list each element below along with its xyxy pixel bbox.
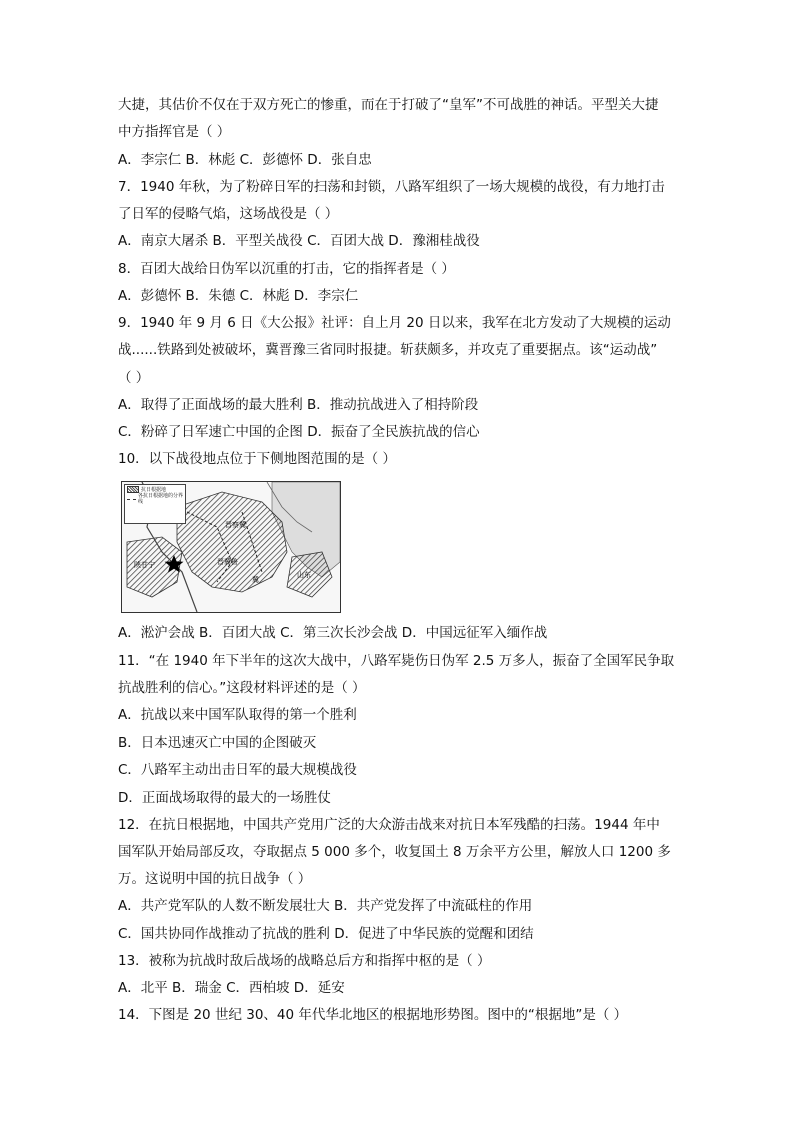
line-28: 14．下图是 20 世纪 30、40 年代华北地区的根据地形势图。图中的“根据地”是（ ） bbox=[118, 1007, 628, 1023]
line-19: C．八路军主动出击日军的最大规模战役 bbox=[118, 762, 357, 778]
line-8: 9．1940 年 9 月 6 日《大公报》社评：自上月 20 日以来，我军在北方发动了大规模的运动 bbox=[118, 315, 671, 331]
line-1: 中方指挥官是（ ） bbox=[118, 124, 231, 140]
line-0: 大捷，其估价不仅在于双方死亡的惨重，而在于打破了“皇军”不可战胜的神话。平型关大捷 bbox=[118, 97, 659, 113]
map-label-jinjilu: 晋冀鲁 bbox=[217, 558, 238, 566]
line-20: D．正面战场取得的最大的一场胜仗 bbox=[118, 790, 331, 806]
line-15: 11．“在 1940 年下半年的这次大战中，八路军毙伤日伪军 2.5 万多人，振奋了全国军民争取 bbox=[118, 653, 675, 669]
line-25: C．国共协同作战推动了抗战的胜利 D．促进了中华民族的觉醒和团结 bbox=[118, 926, 534, 942]
line-27: A．北平 B．瑞金 C．西柏坡 D．延安 bbox=[118, 980, 345, 996]
hatch-swatch-icon bbox=[127, 486, 139, 493]
line-4: 了日军的侵略气焰，这场战役是（ ） bbox=[118, 206, 339, 222]
line-6: 8．百团大战给日伪军以沉重的打击，它的指挥者是（ ） bbox=[118, 261, 455, 277]
line-18: B．日本迅速灭亡中国的企图破灭 bbox=[118, 735, 317, 751]
line-7: A．彭德怀 B．朱德 C．林彪 D．李宗仁 bbox=[118, 288, 359, 304]
line-10: （ ） bbox=[118, 370, 150, 386]
legend-boundary-label: 各抗日根据地的分界线 bbox=[138, 493, 184, 505]
line-2: A．李宗仁 B．林彪 C．彭德怀 D．张自忠 bbox=[118, 152, 372, 168]
map-label-shaanganning: 陕甘宁 bbox=[134, 561, 155, 569]
map-label-shandong: 山东 bbox=[297, 571, 311, 579]
line-26: 13．被称为抗战时敌后战场的战略总后方和指挥中枢的是（ ） bbox=[118, 953, 491, 969]
line-17: A．抗战以来中国军队取得的第一个胜利 bbox=[118, 707, 357, 723]
legend-row-boundary bbox=[127, 493, 183, 505]
map-legend bbox=[124, 484, 186, 524]
line-5: A．南京大屠杀 B．平型关战役 C．百团大战 D．豫湘桂战役 bbox=[118, 233, 480, 249]
map-label-ji: 冀 bbox=[252, 576, 259, 584]
line-9: 战......铁路到处被破坏，冀晋豫三省同时报捷。斩获颇多，并攻克了重要据点。该“运动战” bbox=[118, 342, 658, 358]
line-23: 万。这说明中国的抗日战争（ ） bbox=[118, 871, 312, 887]
map-label-jinchaji: 晋察冀 bbox=[225, 521, 246, 529]
line-24: A．共产党军队的人数不断发展壮大 B．共产党发挥了中流砥柱的作用 bbox=[118, 898, 533, 914]
legend-row-base bbox=[127, 486, 183, 493]
line-21: 12．在抗日根据地，中国共产党用广泛的大众游击战来对抗日本军残酷的扫荡。1944 年中 bbox=[118, 817, 660, 833]
line-12: C．粉碎了日军速亡中国的企图 D．振奋了全民族抗战的信心 bbox=[118, 424, 480, 440]
base-area-map bbox=[121, 481, 341, 613]
line-22: 国军队开始局部反攻，夺取据点 5 000 多个，收复国土 8 万余平方公里，解放人口 1200 多 bbox=[118, 844, 671, 860]
line-13: 10．以下战役地点位于下侧地图范围的是（ ） bbox=[118, 451, 396, 467]
line-11: A．取得了正面战场的最大胜利 B．推动抗战进入了相持阶段 bbox=[118, 397, 479, 413]
line-16: 抗战胜利的信心。”这段材料评述的是（ ） bbox=[118, 680, 366, 696]
legend-base-label: 抗日根据地 bbox=[141, 486, 167, 493]
dashed-line-icon bbox=[127, 499, 136, 500]
line-14: A．淞沪会战 B．百团大战 C．第三次长沙会战 D．中国远征军入缅作战 bbox=[118, 625, 548, 641]
line-3: 7．1940 年秋，为了粉碎日军的扫荡和封锁，八路军组织了一场大规模的战役，有力地打击 bbox=[118, 179, 665, 195]
